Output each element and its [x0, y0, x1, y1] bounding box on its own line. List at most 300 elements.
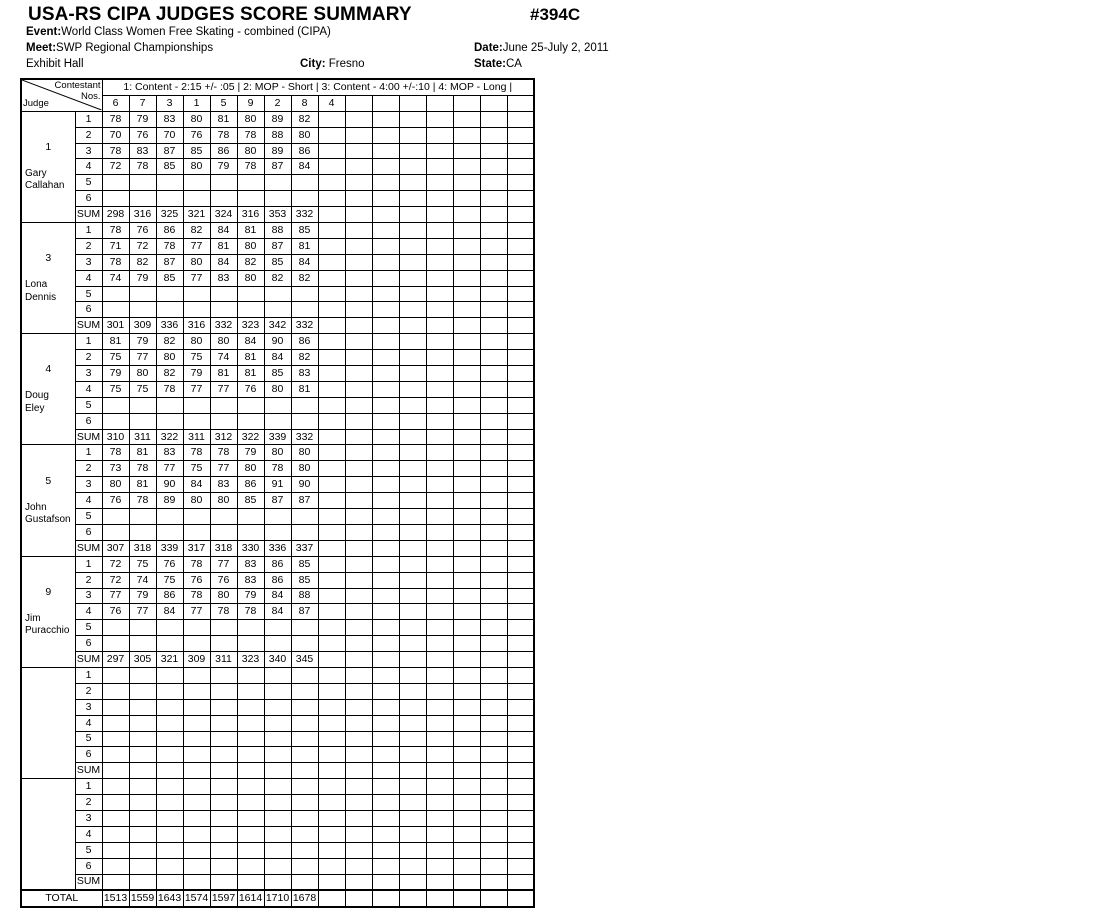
score-cell[interactable] [129, 842, 156, 858]
score-cell[interactable] [264, 636, 291, 652]
contestant-number-cell[interactable]: 3 [156, 95, 183, 111]
score-cell[interactable] [318, 509, 345, 525]
score-cell[interactable]: 86 [291, 143, 318, 159]
score-cell[interactable] [156, 731, 183, 747]
score-cell[interactable] [237, 286, 264, 302]
score-cell[interactable]: 72 [102, 159, 129, 175]
score-cell[interactable] [480, 683, 507, 699]
score-cell[interactable] [480, 509, 507, 525]
score-cell[interactable] [183, 302, 210, 318]
score-cell[interactable] [426, 683, 453, 699]
score-cell[interactable]: 76 [183, 127, 210, 143]
score-cell[interactable]: 86 [156, 588, 183, 604]
score-cell[interactable] [480, 636, 507, 652]
score-cell[interactable] [210, 636, 237, 652]
score-cell[interactable] [480, 493, 507, 509]
score-cell[interactable] [480, 350, 507, 366]
score-cell[interactable] [345, 795, 372, 811]
score-cell[interactable] [156, 683, 183, 699]
score-cell[interactable] [102, 175, 129, 191]
score-cell[interactable] [399, 413, 426, 429]
score-cell[interactable] [480, 254, 507, 270]
score-cell[interactable] [372, 715, 399, 731]
score-cell[interactable]: 82 [183, 223, 210, 239]
score-cell[interactable] [480, 159, 507, 175]
score-cell[interactable] [372, 286, 399, 302]
score-cell[interactable] [453, 858, 480, 874]
score-cell[interactable] [399, 572, 426, 588]
score-cell[interactable]: 72 [129, 238, 156, 254]
score-cell[interactable]: 80 [183, 111, 210, 127]
score-cell[interactable] [399, 461, 426, 477]
score-cell[interactable] [129, 795, 156, 811]
score-cell[interactable]: 76 [102, 604, 129, 620]
score-cell[interactable]: 81 [210, 111, 237, 127]
score-cell[interactable] [183, 699, 210, 715]
score-cell[interactable] [480, 699, 507, 715]
score-cell[interactable] [345, 667, 372, 683]
score-cell[interactable] [156, 191, 183, 207]
score-cell[interactable]: 86 [210, 143, 237, 159]
score-cell[interactable]: 80 [102, 477, 129, 493]
score-cell[interactable] [453, 334, 480, 350]
score-cell[interactable] [102, 795, 129, 811]
score-cell[interactable] [507, 858, 534, 874]
score-cell[interactable] [480, 366, 507, 382]
score-cell[interactable] [237, 795, 264, 811]
score-cell[interactable] [345, 302, 372, 318]
contestant-number-cell[interactable] [399, 95, 426, 111]
score-cell[interactable]: 80 [210, 334, 237, 350]
score-cell[interactable] [426, 270, 453, 286]
score-cell[interactable] [318, 683, 345, 699]
score-cell[interactable] [399, 699, 426, 715]
score-cell[interactable]: 84 [210, 254, 237, 270]
score-cell[interactable] [480, 604, 507, 620]
score-cell[interactable] [480, 445, 507, 461]
score-cell[interactable] [507, 381, 534, 397]
score-cell[interactable] [507, 143, 534, 159]
score-cell[interactable]: 78 [210, 127, 237, 143]
score-cell[interactable] [345, 620, 372, 636]
score-cell[interactable] [426, 413, 453, 429]
score-cell[interactable] [102, 810, 129, 826]
score-cell[interactable] [480, 175, 507, 191]
score-cell[interactable] [372, 397, 399, 413]
score-cell[interactable] [507, 509, 534, 525]
score-cell[interactable] [183, 175, 210, 191]
score-cell[interactable] [318, 715, 345, 731]
score-cell[interactable] [129, 302, 156, 318]
score-cell[interactable] [345, 223, 372, 239]
score-cell[interactable] [399, 509, 426, 525]
score-cell[interactable] [237, 191, 264, 207]
score-cell[interactable] [480, 413, 507, 429]
score-cell[interactable] [399, 381, 426, 397]
score-cell[interactable] [453, 238, 480, 254]
score-cell[interactable] [507, 699, 534, 715]
score-cell[interactable] [345, 175, 372, 191]
score-cell[interactable] [453, 588, 480, 604]
contestant-number-cell[interactable]: 5 [210, 95, 237, 111]
score-cell[interactable] [426, 143, 453, 159]
score-cell[interactable] [102, 683, 129, 699]
score-cell[interactable] [264, 191, 291, 207]
score-cell[interactable] [453, 350, 480, 366]
score-cell[interactable] [318, 810, 345, 826]
score-cell[interactable] [318, 795, 345, 811]
score-cell[interactable]: 81 [291, 238, 318, 254]
score-cell[interactable] [507, 238, 534, 254]
score-cell[interactable] [507, 366, 534, 382]
score-cell[interactable]: 80 [156, 350, 183, 366]
score-cell[interactable]: 83 [237, 556, 264, 572]
score-cell[interactable]: 84 [183, 477, 210, 493]
contestant-number-cell[interactable] [480, 95, 507, 111]
score-cell[interactable] [345, 588, 372, 604]
score-cell[interactable] [480, 238, 507, 254]
score-cell[interactable] [156, 810, 183, 826]
score-cell[interactable] [102, 779, 129, 795]
contestant-number-cell[interactable]: 6 [102, 95, 129, 111]
score-cell[interactable] [453, 223, 480, 239]
score-cell[interactable] [507, 524, 534, 540]
score-cell[interactable]: 80 [183, 334, 210, 350]
score-cell[interactable] [237, 699, 264, 715]
score-cell[interactable] [237, 302, 264, 318]
score-cell[interactable] [372, 826, 399, 842]
score-cell[interactable] [183, 858, 210, 874]
score-cell[interactable] [183, 842, 210, 858]
score-cell[interactable] [345, 699, 372, 715]
score-cell[interactable] [318, 334, 345, 350]
score-cell[interactable] [453, 477, 480, 493]
score-cell[interactable] [372, 636, 399, 652]
score-cell[interactable] [318, 604, 345, 620]
score-cell[interactable] [372, 524, 399, 540]
score-cell[interactable] [426, 715, 453, 731]
score-cell[interactable] [453, 524, 480, 540]
score-cell[interactable] [291, 747, 318, 763]
score-cell[interactable] [210, 524, 237, 540]
score-cell[interactable] [399, 445, 426, 461]
score-cell[interactable] [156, 826, 183, 842]
score-cell[interactable] [318, 493, 345, 509]
score-cell[interactable]: 80 [264, 381, 291, 397]
score-cell[interactable] [129, 620, 156, 636]
score-cell[interactable] [156, 747, 183, 763]
score-cell[interactable]: 84 [210, 223, 237, 239]
score-cell[interactable] [318, 620, 345, 636]
score-cell[interactable] [453, 270, 480, 286]
score-cell[interactable]: 79 [183, 366, 210, 382]
score-cell[interactable]: 85 [291, 556, 318, 572]
score-cell[interactable] [129, 779, 156, 795]
score-cell[interactable] [183, 826, 210, 842]
score-cell[interactable] [291, 175, 318, 191]
score-cell[interactable] [453, 620, 480, 636]
score-cell[interactable] [318, 286, 345, 302]
score-cell[interactable] [372, 143, 399, 159]
score-cell[interactable] [264, 795, 291, 811]
score-cell[interactable] [156, 413, 183, 429]
score-cell[interactable] [480, 842, 507, 858]
score-cell[interactable] [399, 238, 426, 254]
score-cell[interactable] [291, 699, 318, 715]
score-cell[interactable] [453, 795, 480, 811]
score-cell[interactable]: 84 [264, 588, 291, 604]
score-cell[interactable] [426, 461, 453, 477]
score-cell[interactable] [210, 683, 237, 699]
contestant-number-cell[interactable] [426, 95, 453, 111]
score-cell[interactable] [345, 191, 372, 207]
score-cell[interactable] [183, 779, 210, 795]
score-cell[interactable]: 75 [102, 381, 129, 397]
score-cell[interactable] [345, 842, 372, 858]
score-cell[interactable] [507, 445, 534, 461]
score-cell[interactable] [345, 254, 372, 270]
score-cell[interactable] [318, 175, 345, 191]
score-cell[interactable]: 86 [264, 556, 291, 572]
score-cell[interactable] [426, 254, 453, 270]
score-cell[interactable] [399, 715, 426, 731]
score-cell[interactable] [318, 111, 345, 127]
score-cell[interactable] [507, 350, 534, 366]
score-cell[interactable] [318, 636, 345, 652]
score-cell[interactable]: 81 [237, 350, 264, 366]
score-cell[interactable] [372, 445, 399, 461]
score-cell[interactable] [372, 667, 399, 683]
score-cell[interactable] [426, 810, 453, 826]
score-cell[interactable] [156, 699, 183, 715]
score-cell[interactable] [318, 588, 345, 604]
score-cell[interactable]: 75 [102, 350, 129, 366]
score-cell[interactable] [237, 413, 264, 429]
score-cell[interactable] [372, 159, 399, 175]
score-cell[interactable] [399, 493, 426, 509]
score-cell[interactable] [345, 350, 372, 366]
score-cell[interactable] [318, 350, 345, 366]
score-cell[interactable] [345, 238, 372, 254]
score-cell[interactable]: 84 [264, 350, 291, 366]
score-cell[interactable]: 76 [183, 572, 210, 588]
score-cell[interactable] [372, 350, 399, 366]
score-cell[interactable]: 70 [102, 127, 129, 143]
score-cell[interactable] [399, 858, 426, 874]
score-cell[interactable]: 82 [156, 366, 183, 382]
score-cell[interactable]: 78 [102, 445, 129, 461]
score-cell[interactable]: 82 [291, 270, 318, 286]
score-cell[interactable] [156, 397, 183, 413]
score-cell[interactable]: 78 [210, 445, 237, 461]
score-cell[interactable] [372, 302, 399, 318]
score-cell[interactable] [453, 731, 480, 747]
score-cell[interactable] [318, 270, 345, 286]
score-cell[interactable] [345, 747, 372, 763]
score-cell[interactable] [237, 810, 264, 826]
score-cell[interactable] [480, 731, 507, 747]
score-cell[interactable] [345, 127, 372, 143]
score-cell[interactable] [399, 175, 426, 191]
score-cell[interactable]: 79 [102, 366, 129, 382]
score-cell[interactable] [399, 334, 426, 350]
score-cell[interactable] [102, 620, 129, 636]
score-cell[interactable] [210, 747, 237, 763]
score-cell[interactable]: 75 [129, 381, 156, 397]
score-cell[interactable] [183, 286, 210, 302]
score-cell[interactable]: 76 [210, 572, 237, 588]
score-cell[interactable] [345, 572, 372, 588]
score-cell[interactable] [399, 302, 426, 318]
score-cell[interactable]: 83 [210, 270, 237, 286]
score-cell[interactable] [264, 667, 291, 683]
score-cell[interactable] [426, 667, 453, 683]
score-cell[interactable] [426, 588, 453, 604]
score-cell[interactable]: 86 [156, 223, 183, 239]
score-cell[interactable] [507, 111, 534, 127]
score-cell[interactable] [264, 397, 291, 413]
score-cell[interactable]: 84 [291, 254, 318, 270]
score-cell[interactable] [345, 381, 372, 397]
score-cell[interactable] [318, 556, 345, 572]
score-cell[interactable] [507, 810, 534, 826]
score-cell[interactable] [453, 636, 480, 652]
score-cell[interactable]: 78 [183, 445, 210, 461]
score-cell[interactable]: 85 [264, 366, 291, 382]
score-cell[interactable]: 87 [291, 493, 318, 509]
score-cell[interactable]: 81 [237, 223, 264, 239]
score-cell[interactable]: 76 [129, 127, 156, 143]
score-cell[interactable] [291, 779, 318, 795]
score-cell[interactable] [345, 731, 372, 747]
score-cell[interactable] [183, 667, 210, 683]
score-cell[interactable] [237, 715, 264, 731]
score-cell[interactable] [426, 159, 453, 175]
score-cell[interactable] [399, 636, 426, 652]
score-cell[interactable]: 78 [156, 381, 183, 397]
score-cell[interactable] [318, 842, 345, 858]
score-cell[interactable] [507, 715, 534, 731]
score-cell[interactable] [318, 143, 345, 159]
score-cell[interactable] [264, 683, 291, 699]
score-cell[interactable] [372, 461, 399, 477]
score-cell[interactable]: 85 [156, 270, 183, 286]
score-cell[interactable]: 82 [291, 350, 318, 366]
score-cell[interactable] [129, 524, 156, 540]
score-cell[interactable] [345, 858, 372, 874]
score-cell[interactable]: 87 [156, 143, 183, 159]
score-cell[interactable] [399, 350, 426, 366]
score-cell[interactable] [291, 810, 318, 826]
score-cell[interactable] [507, 286, 534, 302]
score-cell[interactable] [507, 175, 534, 191]
score-cell[interactable]: 78 [156, 238, 183, 254]
score-cell[interactable] [318, 858, 345, 874]
score-cell[interactable] [291, 795, 318, 811]
score-cell[interactable] [507, 795, 534, 811]
score-cell[interactable] [210, 858, 237, 874]
score-cell[interactable] [291, 683, 318, 699]
score-cell[interactable]: 78 [129, 493, 156, 509]
score-cell[interactable]: 78 [102, 111, 129, 127]
score-cell[interactable]: 85 [291, 223, 318, 239]
score-cell[interactable]: 81 [129, 477, 156, 493]
score-cell[interactable] [372, 604, 399, 620]
score-cell[interactable] [372, 111, 399, 127]
score-cell[interactable] [507, 397, 534, 413]
score-cell[interactable] [453, 159, 480, 175]
score-cell[interactable] [480, 223, 507, 239]
score-cell[interactable] [426, 191, 453, 207]
score-cell[interactable] [129, 397, 156, 413]
score-cell[interactable] [102, 699, 129, 715]
score-cell[interactable] [291, 636, 318, 652]
score-cell[interactable] [480, 461, 507, 477]
score-cell[interactable] [426, 223, 453, 239]
score-cell[interactable] [480, 620, 507, 636]
score-cell[interactable] [237, 620, 264, 636]
score-cell[interactable]: 84 [291, 159, 318, 175]
score-cell[interactable] [345, 683, 372, 699]
score-cell[interactable] [156, 302, 183, 318]
score-cell[interactable] [291, 620, 318, 636]
score-cell[interactable] [237, 397, 264, 413]
score-cell[interactable]: 80 [210, 493, 237, 509]
score-cell[interactable] [507, 779, 534, 795]
score-cell[interactable] [372, 747, 399, 763]
score-cell[interactable] [426, 842, 453, 858]
score-cell[interactable] [345, 524, 372, 540]
score-cell[interactable] [345, 366, 372, 382]
score-cell[interactable] [507, 254, 534, 270]
score-cell[interactable] [507, 731, 534, 747]
score-cell[interactable] [291, 191, 318, 207]
contestant-number-cell[interactable] [372, 95, 399, 111]
score-cell[interactable] [399, 795, 426, 811]
score-cell[interactable]: 80 [291, 127, 318, 143]
score-cell[interactable] [507, 620, 534, 636]
score-cell[interactable]: 87 [264, 238, 291, 254]
score-cell[interactable] [264, 826, 291, 842]
score-cell[interactable] [318, 731, 345, 747]
score-cell[interactable]: 70 [156, 127, 183, 143]
score-cell[interactable] [399, 667, 426, 683]
score-cell[interactable] [318, 127, 345, 143]
score-cell[interactable] [345, 445, 372, 461]
score-cell[interactable] [453, 604, 480, 620]
score-cell[interactable] [399, 588, 426, 604]
score-cell[interactable] [291, 715, 318, 731]
score-cell[interactable] [102, 509, 129, 525]
score-cell[interactable]: 78 [102, 143, 129, 159]
score-cell[interactable] [453, 366, 480, 382]
score-cell[interactable] [183, 413, 210, 429]
score-cell[interactable]: 78 [210, 604, 237, 620]
score-cell[interactable]: 82 [264, 270, 291, 286]
score-cell[interactable] [318, 826, 345, 842]
score-cell[interactable]: 87 [156, 254, 183, 270]
score-cell[interactable] [318, 366, 345, 382]
score-cell[interactable] [372, 381, 399, 397]
score-cell[interactable] [480, 143, 507, 159]
score-cell[interactable]: 84 [156, 604, 183, 620]
score-cell[interactable]: 89 [264, 143, 291, 159]
score-cell[interactable] [426, 636, 453, 652]
score-cell[interactable] [372, 334, 399, 350]
score-cell[interactable] [453, 779, 480, 795]
score-cell[interactable] [426, 493, 453, 509]
score-cell[interactable] [129, 715, 156, 731]
